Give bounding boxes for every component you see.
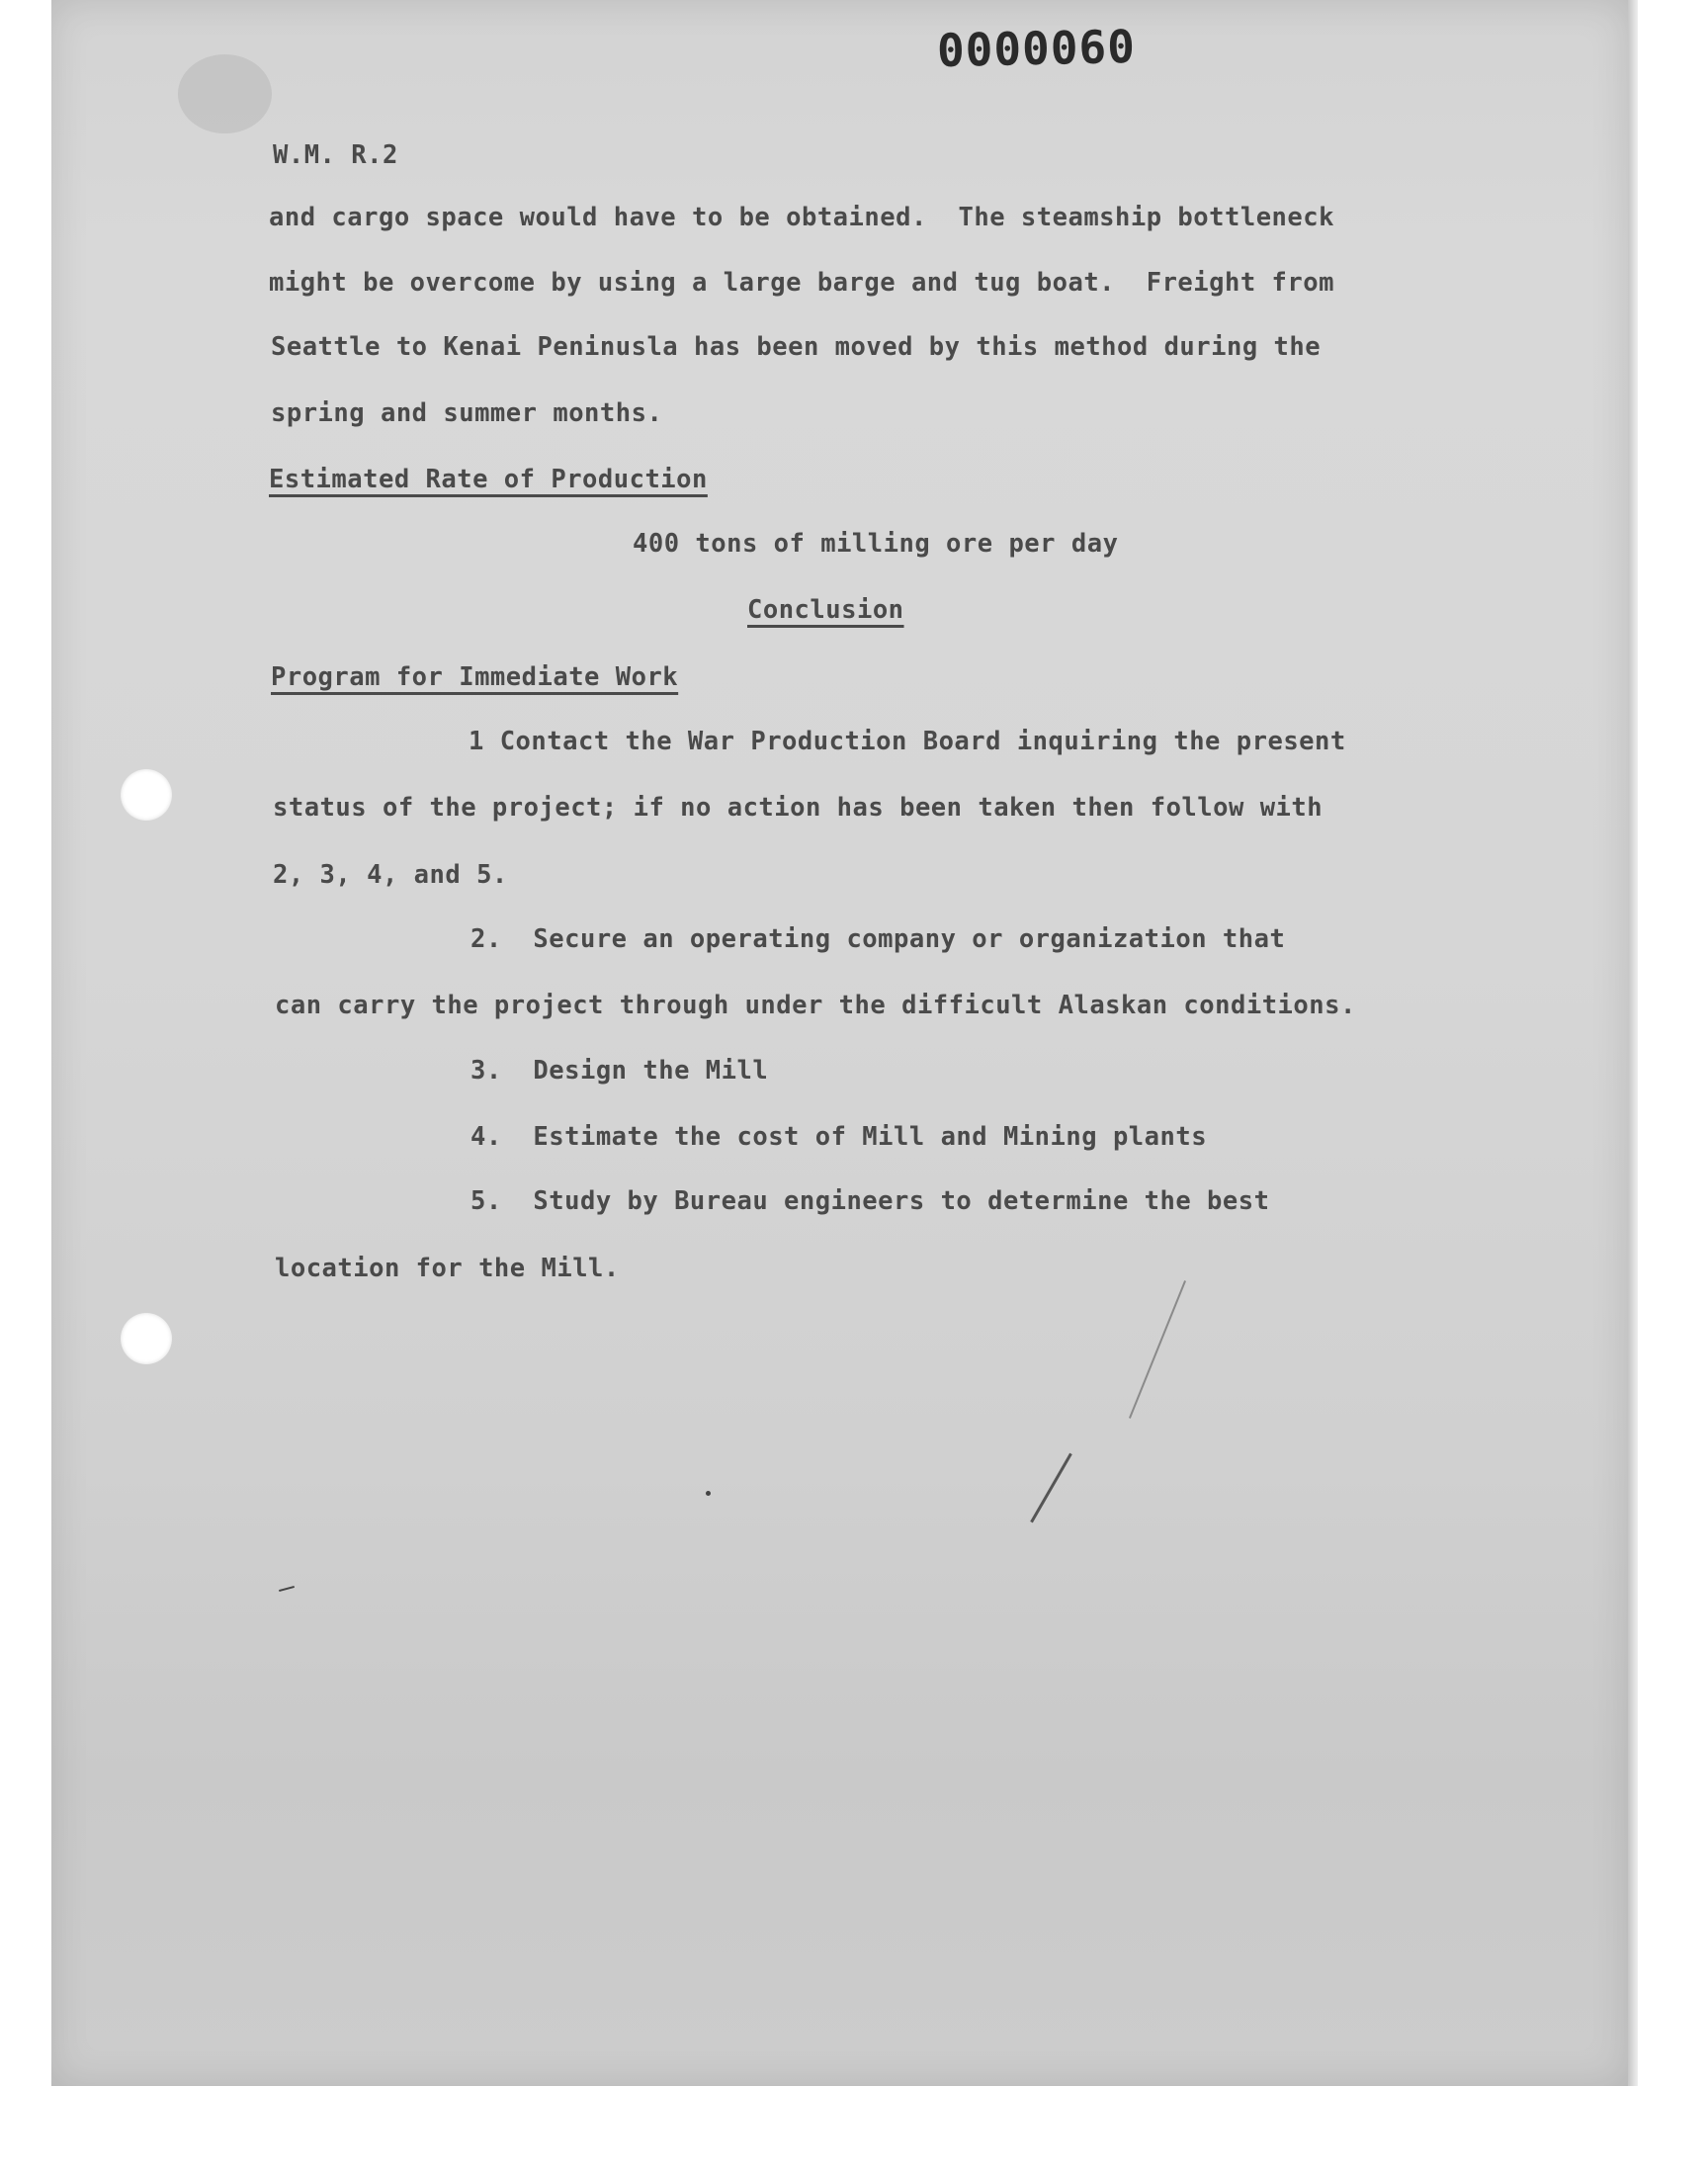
program-heading: Program for Immediate Work [271,662,679,692]
program-item-4: 4. Estimate the cost of Mill and Mining plants [470,1122,1208,1152]
punch-hole-top [121,769,172,821]
program-item-1-line: 1 Contact the War Production Board inquiring the present [469,727,1346,756]
page-edge [1628,0,1638,2086]
program-item-5-line: location for the Mill. [275,1254,620,1283]
production-value: 400 tons of milling ore per day [633,529,1119,559]
document-page [51,0,1628,2086]
paragraph-line: Seattle to Kenai Peninusla has been moved by this method during the [271,332,1322,362]
punch-hole-bottom [121,1313,172,1364]
program-item-5-line: 5. Study by Bureau engineers to determine the best [470,1186,1270,1216]
dot-mark [706,1491,711,1496]
program-item-2-line: 2. Secure an operating company or organization that [470,924,1286,954]
program-item-1-line: 2, 3, 4, and 5. [273,860,508,890]
paragraph-line: might be overcome by using a large barge and tug boat. Freight from [269,268,1334,298]
program-item-3: 3. Design the Mill [470,1056,769,1086]
paragraph-line: spring and summer months. [271,398,663,428]
page-number-stamp: 0000060 [936,19,1137,78]
program-item-1-line: status of the project; if no action has been taken then follow with [273,793,1324,823]
production-heading: Estimated Rate of Production [269,465,708,494]
conclusion-heading: Conclusion [747,595,904,625]
ink-smudge [178,54,272,133]
program-item-2-line: can carry the project through under the difficult Alaskan conditions. [275,991,1356,1020]
page-header: W.M. R.2 [273,140,398,170]
paragraph-line: and cargo space would have to be obtained. The steamship bottleneck [269,203,1334,232]
